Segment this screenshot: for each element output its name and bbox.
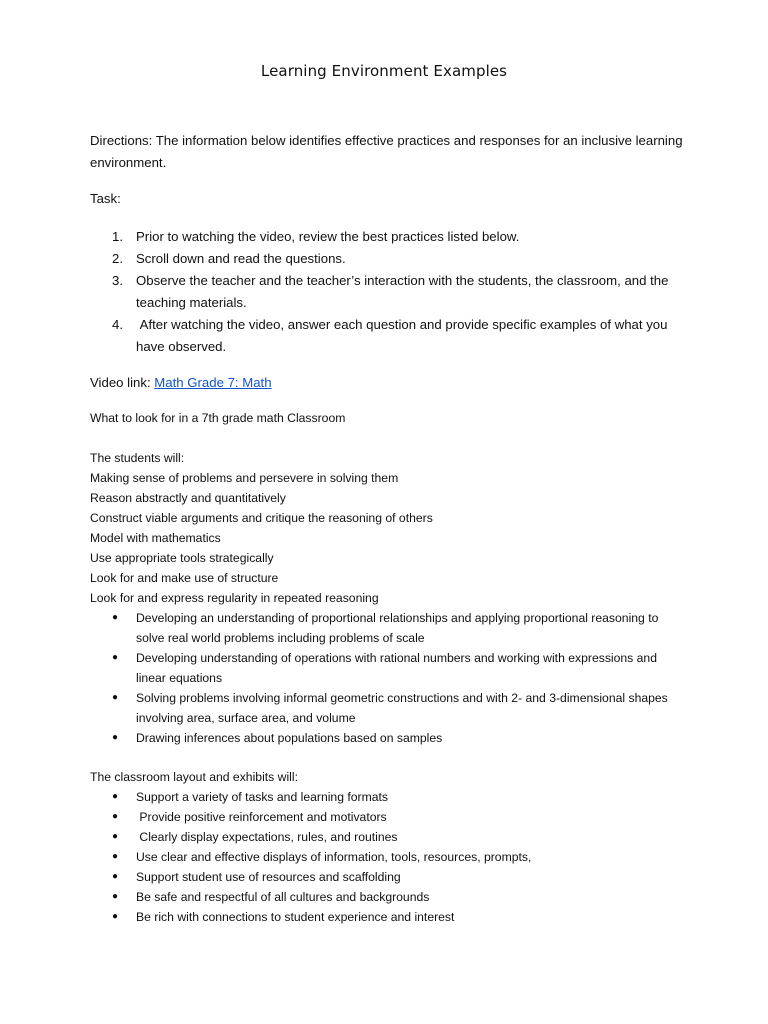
- directions-paragraph: Directions: The information below identifies effective practices and responses for an inclusive learning environment.: [90, 133, 683, 170]
- task-text: Observe the teacher and the teacher’s interaction with the students, the classroom, and the teaching materials.: [136, 273, 669, 310]
- bullet-text: Use clear and effective displays of information, tools, resources, prompts,: [136, 850, 532, 864]
- video-link-line: [90, 372, 272, 394]
- bullet-icon: ●: [112, 911, 119, 922]
- list-item: [90, 847, 690, 867]
- bullet-text: Be safe and respectful of all cultures and backgrounds: [136, 890, 430, 904]
- bullet-icon: ●: [112, 891, 119, 902]
- list-item: [90, 608, 690, 648]
- practice-line: Model with mathematics: [90, 531, 221, 545]
- bullet-text: Drawing inferences about populations based on samples: [136, 731, 443, 745]
- classroom-section: [90, 767, 690, 927]
- bullet-icon: ●: [112, 831, 119, 842]
- list-item: [90, 787, 690, 807]
- bullet-icon: ●: [112, 871, 119, 882]
- task-list: [90, 226, 690, 358]
- bullet-text: Support student use of resources and scaffolding: [136, 870, 401, 884]
- list-item: [90, 887, 690, 907]
- bullet-icon: ●: [112, 811, 119, 822]
- bullet-icon: ●: [112, 732, 119, 743]
- bullet-text: Developing understanding of operations with rational numbers and working with expressions and linear equations: [136, 651, 657, 685]
- task-label: Task:: [90, 191, 121, 206]
- list-item: [90, 807, 690, 827]
- task-text: Prior to watching the video, review the best practices listed below.: [136, 229, 520, 244]
- list-item: [90, 688, 690, 728]
- task-item: [90, 248, 690, 270]
- bullet-text: Solving problems involving informal geometric constructions and with 2- and 3-dimensional shapes involving area, surface area, and volume: [136, 691, 668, 725]
- task-number: 1.: [112, 229, 123, 244]
- practice-line: Use appropriate tools strategically: [90, 551, 274, 565]
- video-link-label: Video link:: [90, 375, 155, 390]
- practice-line: Construct viable arguments and critique the reasoning of others: [90, 511, 433, 525]
- task-item: [90, 314, 690, 358]
- video-link[interactable]: Math Grade 7: Math: [154, 375, 272, 390]
- bullet-icon: ●: [112, 652, 119, 663]
- students-bullet-list: [90, 608, 690, 748]
- task-number: 3.: [112, 273, 123, 288]
- task-text: Scroll down and read the questions.: [136, 251, 346, 266]
- bullet-icon: ●: [112, 791, 119, 802]
- practice-line: Reason abstractly and quantitatively: [90, 491, 286, 505]
- list-item: [90, 648, 690, 688]
- list-item: [90, 827, 690, 847]
- bullet-text: Developing an understanding of proportional relationships and applying proportional reasoning to solve real world problems including problems of scale: [136, 611, 659, 645]
- bullet-icon: ●: [112, 692, 119, 703]
- classroom-heading: The classroom layout and exhibits will:: [90, 770, 298, 784]
- look-for-heading: What to look for in a 7th grade math Classroom: [90, 411, 346, 425]
- practice-line: Making sense of problems and persevere in solving them: [90, 471, 399, 485]
- classroom-bullet-list: [90, 787, 690, 927]
- document-title: Learning Environment Examples: [260, 62, 508, 80]
- task-number: 4.: [112, 317, 123, 332]
- bullet-icon: ●: [112, 851, 119, 862]
- students-heading: The students will:: [90, 451, 185, 465]
- practice-line: Look for and express regularity in repeated reasoning: [90, 591, 379, 605]
- list-item: [90, 728, 690, 748]
- students-practices: [90, 468, 690, 608]
- task-item: [90, 270, 690, 314]
- bullet-text: Support a variety of tasks and learning formats: [136, 790, 389, 804]
- students-section: [90, 448, 690, 748]
- bullet-icon: ●: [112, 612, 119, 623]
- task-item: [90, 226, 690, 248]
- bullet-text: Be rich with connections to student experience and interest: [136, 910, 455, 924]
- bullet-text: Clearly display expectations, rules, and routines: [136, 830, 398, 844]
- task-text: After watching the video, answer each question and provide specific examples of what you have observed.: [136, 317, 672, 354]
- practice-line: Look for and make use of structure: [90, 571, 279, 585]
- list-item: [90, 867, 690, 887]
- list-item: [90, 907, 690, 927]
- bullet-text: Provide positive reinforcement and motivators: [136, 810, 387, 824]
- task-number: 2.: [112, 251, 123, 266]
